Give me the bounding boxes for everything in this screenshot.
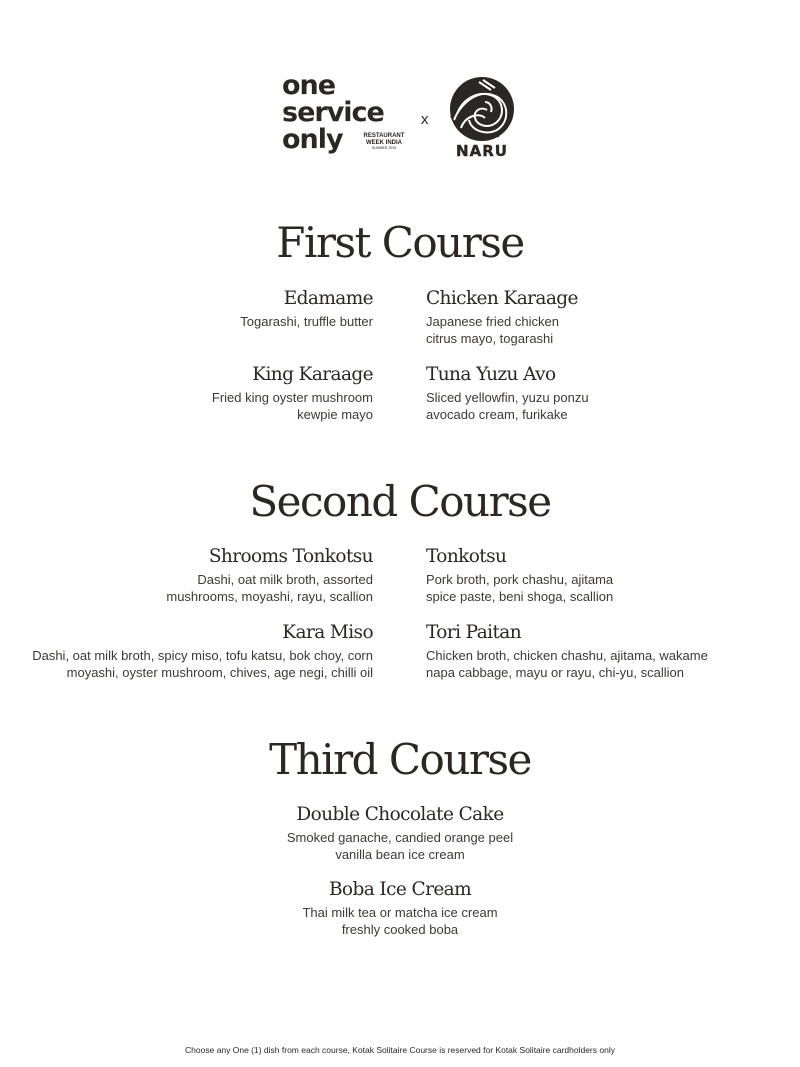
dish-description: mushrooms, moyashi, rayu, scallion [166,589,373,604]
dish-name: Boba Ice Cream [328,879,472,900]
course-title: First Course [276,218,524,267]
dish-description: Japanese fried chicken [426,314,559,329]
dish-item [212,363,373,423]
dish-item [426,363,589,423]
collab-separator: x [421,111,429,128]
footer-note: Choose any One (1) dish from each course, Kotak Solitaire Course is reserved for Kotak Solitaire cardholders only [185,1045,615,1055]
dish-description: spice paste, beni shoga, scallion [426,589,614,604]
dish-item [166,545,373,605]
dish-description: Thai milk tea or matcha ice cream [302,905,498,920]
dish-description: Dashi, oat milk broth, assorted [197,572,373,587]
dish-description: Fried king oyster mushroom [211,390,373,405]
one-service-only-logo [282,72,407,164]
dish-name: Double Chocolate Cake [296,804,504,825]
dish-name: King Karaage [252,364,373,385]
dish-item [426,621,708,681]
dish-description: Smoked ganache, candied orange peel [286,830,514,845]
dish-description: napa cabbage, mayu or rayu, chi-yu, scallion [426,665,684,680]
dish-name: Tori Paitan [426,622,522,643]
badge-tagline: SUMMER 2025 [371,146,397,150]
dish-description: Chicken broth, chicken chashu, ajitama, wakame [426,648,708,663]
logo-header [0,72,800,164]
dish-item [0,803,800,863]
dish-item [32,621,373,681]
dish-description: Sliced yellowfin, yuzu ponzu [426,390,589,405]
logo-word: only [282,124,343,155]
dish-name: Chicken Karaage [426,288,578,309]
dish-item [240,287,373,330]
dish-name: Shrooms Tonkotsu [208,546,373,567]
badge-line: WEEK INDIA [366,139,402,146]
logo-word: service [282,97,384,128]
dish-item [426,545,613,605]
dish-name: Edamame [283,288,373,309]
naru-wordmark: NARU [456,142,508,160]
dish-name: Tuna Yuzu Avo [426,364,556,385]
course-title: Second Course [249,477,551,526]
dish-description: citrus mayo, togarashi [426,331,554,346]
dish-description: freshly cooked boba [341,922,459,937]
restaurant-week-badge [362,133,406,151]
dish-description: avocado cream, furikake [426,407,568,422]
dish-item [0,878,800,938]
dish-description: kewpie mayo [297,407,373,422]
dish-name: Tonkotsu [426,546,507,567]
naru-emblem-icon [449,76,515,142]
dish-description: Pork broth, pork chashu, ajitama [426,572,614,587]
naru-logo [446,76,518,162]
dish-item [426,287,578,347]
course-title: Third Course [269,735,531,784]
badge-line: RESTAURANT [363,133,405,139]
dish-description: Dashi, oat milk broth, spicy miso, tofu katsu, bok choy, corn [32,648,373,663]
logo-word: one [282,70,336,101]
dish-name: Kara Miso [282,622,373,643]
dish-description: moyashi, oyster mushroom, chives, age negi, chilli oil [66,665,373,680]
dish-description: Togarashi, truffle butter [240,314,373,329]
dish-description: vanilla bean ice cream [335,847,465,862]
